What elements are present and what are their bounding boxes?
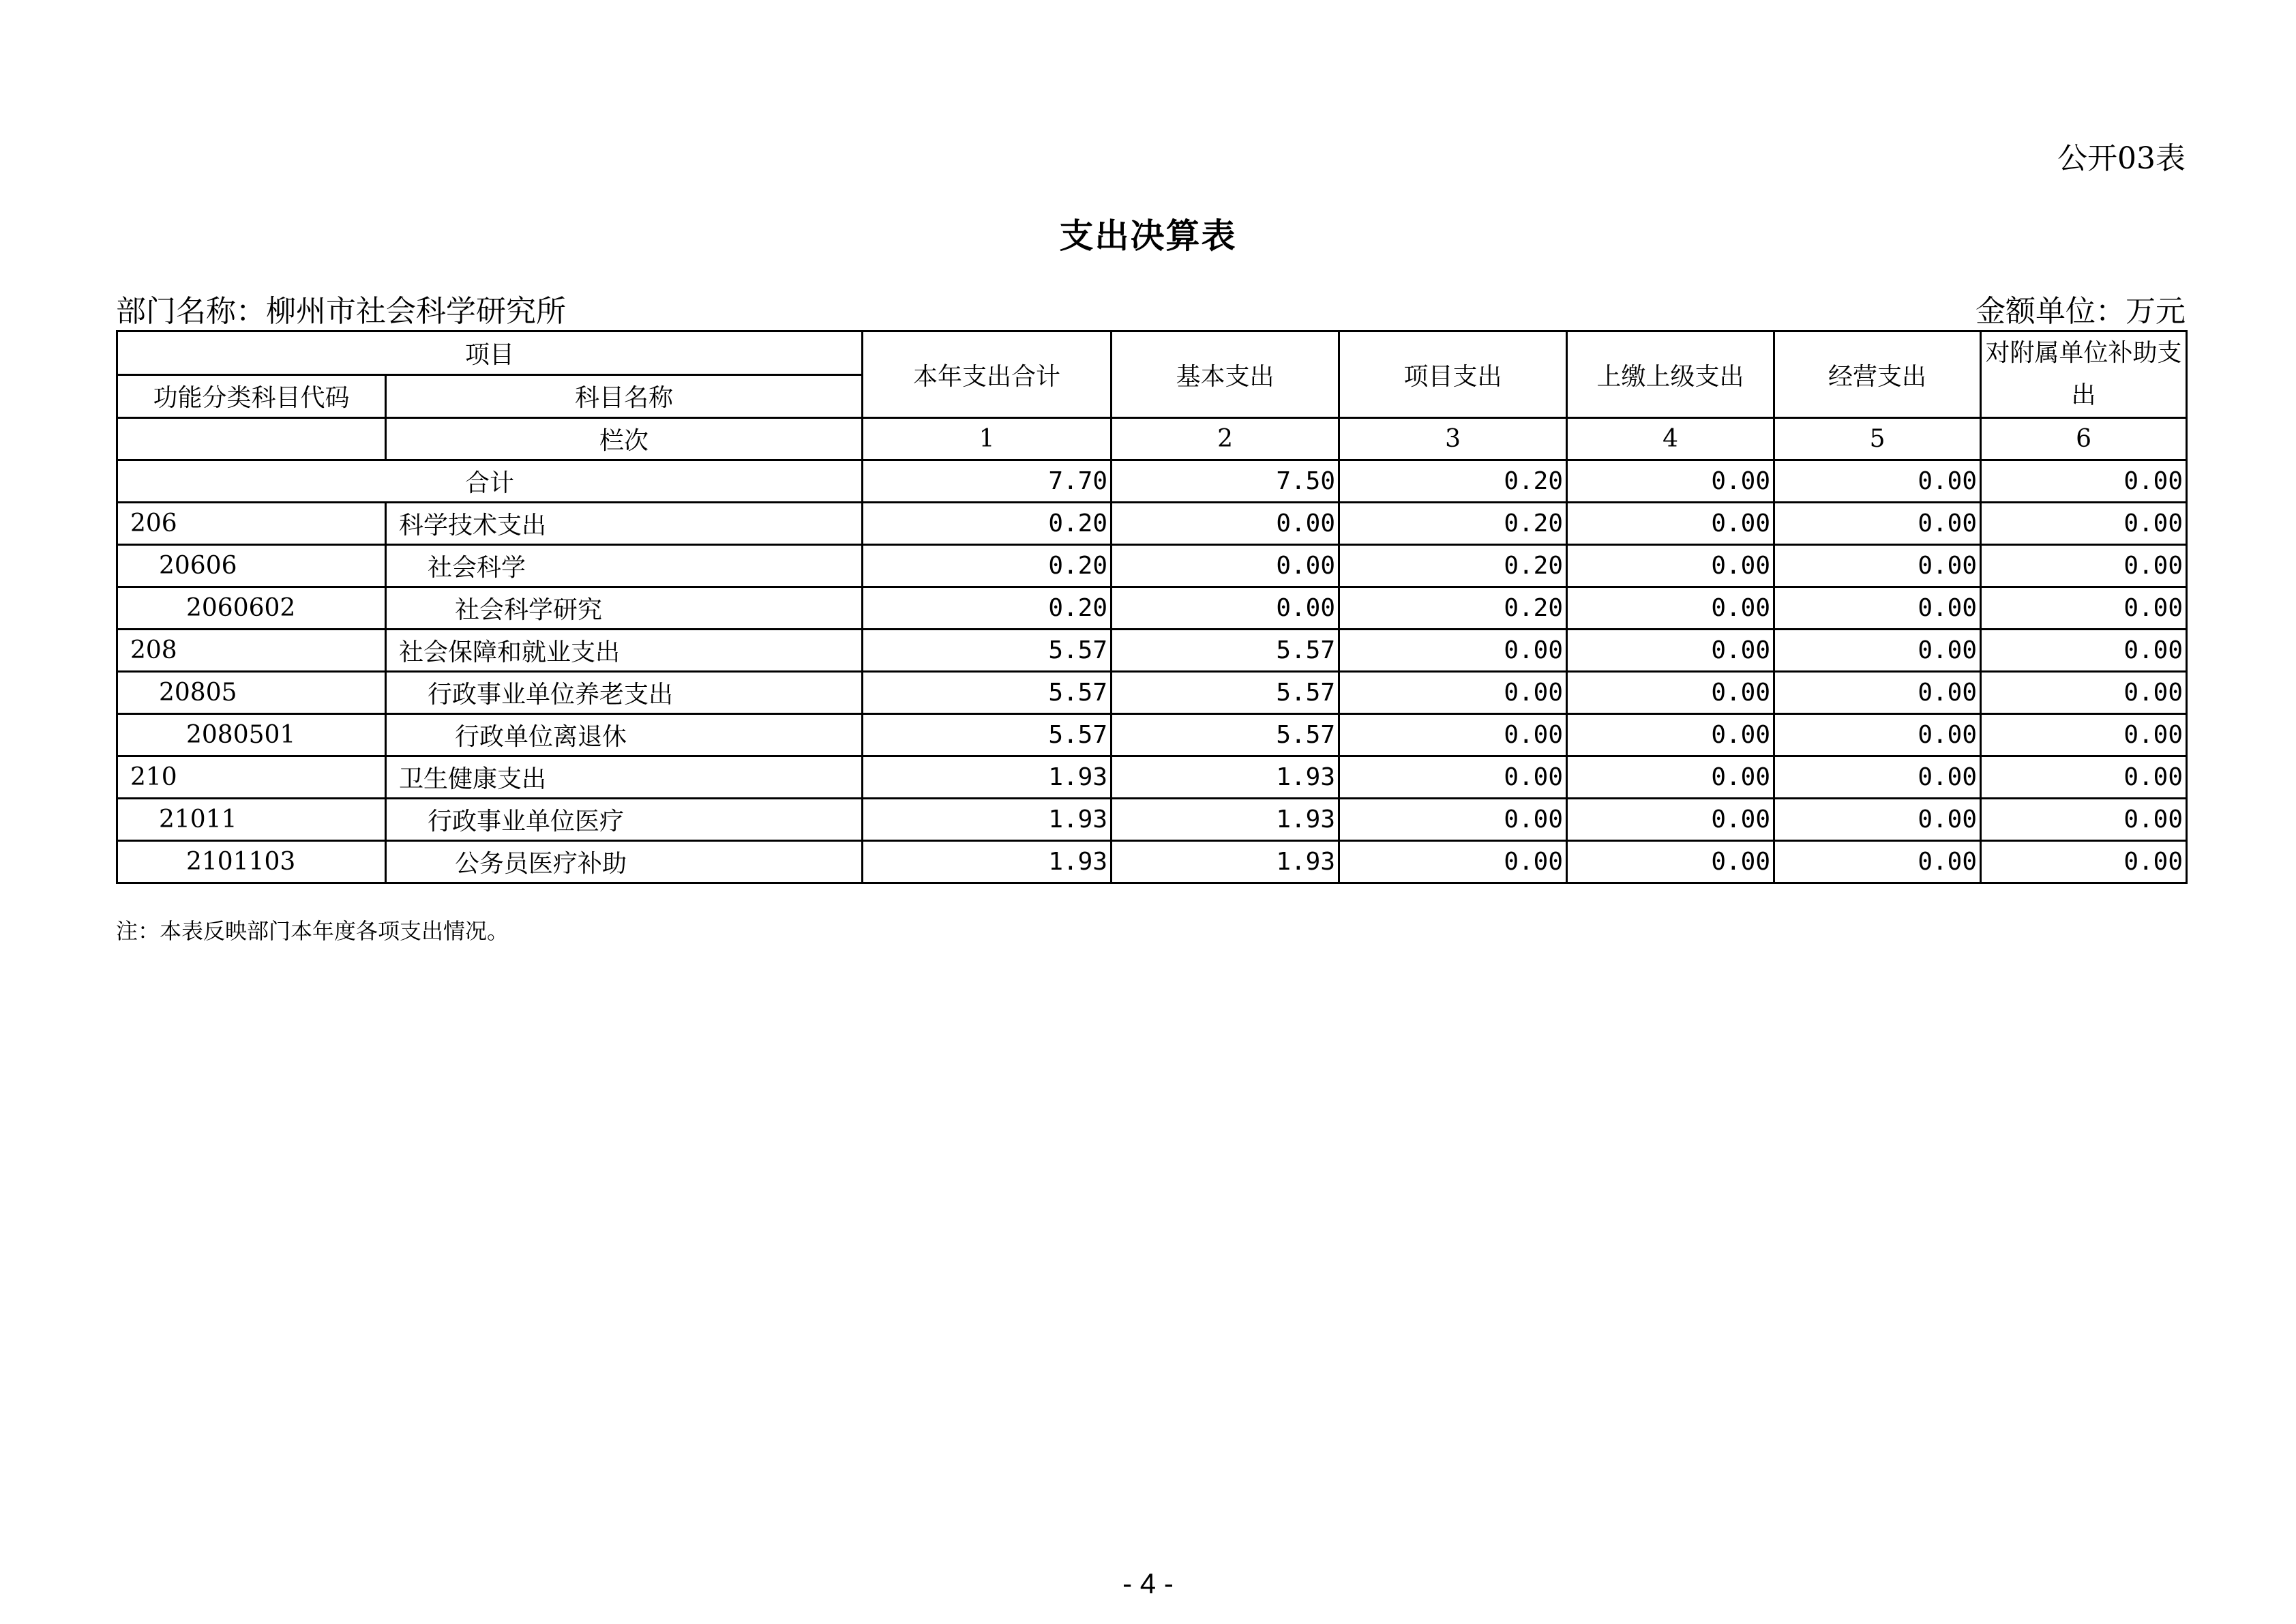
header-basic-expenditure: 基本支出 (1112, 331, 1339, 418)
row-name: 社会科学研究 (386, 587, 863, 630)
row-code: 206 (117, 503, 386, 545)
row-value: 0.00 (1774, 672, 1981, 714)
row-value: 5.57 (863, 672, 1112, 714)
sequence-6: 6 (1981, 418, 2187, 460)
row-value: 0.20 (863, 587, 1112, 630)
row-value: 0.00 (1774, 587, 1981, 630)
table-row (117, 841, 2187, 883)
row-value: 0.00 (1981, 587, 2187, 630)
page-title: 支出决算表 (1059, 216, 1237, 256)
department-label: 部门名称：柳州市社会科学研究所 (116, 294, 566, 329)
row-value: 5.57 (1112, 630, 1339, 672)
header-name: 科目名称 (386, 374, 863, 418)
row-value: 0.00 (1981, 672, 2187, 714)
sequence-5: 5 (1774, 418, 1981, 460)
row-value: 0.00 (1339, 630, 1567, 672)
row-value: 0.00 (1981, 714, 2187, 756)
row-name: 科学技术支出 (386, 503, 863, 545)
table-row (117, 503, 2187, 545)
row-value: 0.00 (1567, 841, 1774, 883)
row-value: 0.00 (1774, 545, 1981, 587)
total-value: 0.00 (1774, 460, 1981, 503)
row-value: 0.00 (1981, 841, 2187, 883)
row-name: 公务员医疗补助 (386, 841, 863, 883)
row-value: 0.00 (1339, 756, 1567, 799)
row-value: 0.00 (1112, 587, 1339, 630)
row-code: 210 (117, 756, 386, 799)
sequence-blank (117, 418, 386, 460)
row-value: 0.20 (863, 503, 1112, 545)
row-value: 0.20 (1339, 545, 1567, 587)
row-value: 0.00 (1339, 672, 1567, 714)
row-name: 卫生健康支出 (386, 756, 863, 799)
row-name: 社会保障和就业支出 (386, 630, 863, 672)
row-value: 0.00 (1774, 630, 1981, 672)
row-value: 1.93 (1112, 756, 1339, 799)
row-value: 0.00 (1567, 545, 1774, 587)
row-value: 0.00 (1567, 503, 1774, 545)
row-value: 0.00 (1981, 799, 2187, 841)
row-value: 0.00 (1567, 714, 1774, 756)
sequence-3: 3 (1339, 418, 1567, 460)
row-value: 1.93 (863, 756, 1112, 799)
row-value: 0.00 (1774, 503, 1981, 545)
row-value: 0.20 (1339, 503, 1567, 545)
sequence-row (117, 418, 2187, 460)
header-subsidy-affiliates: 对附属单位补助支出 (1981, 331, 2187, 418)
sequence-2: 2 (1112, 418, 1339, 460)
row-value: 1.93 (863, 799, 1112, 841)
row-value: 1.93 (1112, 841, 1339, 883)
unit-label: 金额单位：万元 (1976, 294, 2186, 329)
row-value: 0.00 (1981, 545, 2187, 587)
table-note: 注：本表反映部门本年度各项支出情况。 (116, 918, 509, 944)
row-value: 0.00 (1981, 756, 2187, 799)
sequence-1: 1 (863, 418, 1112, 460)
row-code: 208 (117, 630, 386, 672)
row-value: 0.00 (1567, 630, 1774, 672)
row-value: 5.57 (1112, 714, 1339, 756)
row-code: 2060602 (117, 587, 386, 630)
total-value: 7.70 (863, 460, 1112, 503)
row-value: 0.00 (1774, 756, 1981, 799)
row-value: 0.00 (1774, 714, 1981, 756)
total-row (117, 460, 2187, 503)
row-value: 0.00 (1112, 545, 1339, 587)
header-item: 项目 (117, 331, 863, 375)
total-value: 0.20 (1339, 460, 1567, 503)
row-value: 0.00 (1981, 503, 2187, 545)
row-value: 0.20 (1339, 587, 1567, 630)
table-row (117, 799, 2187, 841)
header-total-expenditure: 本年支出合计 (863, 331, 1112, 418)
row-value: 0.00 (1774, 799, 1981, 841)
table-row (117, 714, 2187, 756)
row-value: 0.00 (1774, 841, 1981, 883)
row-value: 0.00 (1567, 799, 1774, 841)
header-remit-superior: 上缴上级支出 (1567, 331, 1774, 418)
row-value: 0.00 (1567, 672, 1774, 714)
table-row (117, 587, 2187, 630)
expenditure-table (116, 330, 2188, 884)
row-code: 21011 (117, 799, 386, 841)
table-row (117, 545, 2187, 587)
page-number: - 4 - (1122, 1567, 1174, 1599)
row-value: 1.93 (863, 841, 1112, 883)
row-value: 5.57 (863, 714, 1112, 756)
row-name: 行政事业单位养老支出 (386, 672, 863, 714)
header-row-1 (117, 331, 2187, 375)
total-label: 合计 (117, 460, 863, 503)
row-code: 20805 (117, 672, 386, 714)
row-code: 20606 (117, 545, 386, 587)
sequence-label: 栏次 (386, 418, 863, 460)
row-value: 0.00 (1981, 630, 2187, 672)
header-operating-expenditure: 经营支出 (1774, 331, 1981, 418)
row-code: 2080501 (117, 714, 386, 756)
total-value: 0.00 (1981, 460, 2187, 503)
row-value: 0.20 (863, 545, 1112, 587)
row-value: 0.00 (1112, 503, 1339, 545)
total-value: 7.50 (1112, 460, 1339, 503)
header-code: 功能分类科目代码 (117, 374, 386, 418)
row-value: 5.57 (1112, 672, 1339, 714)
total-value: 0.00 (1567, 460, 1774, 503)
row-name: 行政单位离退休 (386, 714, 863, 756)
row-value: 1.93 (1112, 799, 1339, 841)
table-row (117, 630, 2187, 672)
row-value: 0.00 (1339, 799, 1567, 841)
row-value: 5.57 (863, 630, 1112, 672)
table-row (117, 756, 2187, 799)
row-name: 社会科学 (386, 545, 863, 587)
row-value: 0.00 (1339, 841, 1567, 883)
row-value: 0.00 (1567, 587, 1774, 630)
sequence-4: 4 (1567, 418, 1774, 460)
header-project-expenditure: 项目支出 (1339, 331, 1567, 418)
table-row (117, 672, 2187, 714)
row-value: 0.00 (1339, 714, 1567, 756)
form-number: 公开03表 (2057, 141, 2186, 176)
row-code: 2101103 (117, 841, 386, 883)
row-name: 行政事业单位医疗 (386, 799, 863, 841)
row-value: 0.00 (1567, 756, 1774, 799)
